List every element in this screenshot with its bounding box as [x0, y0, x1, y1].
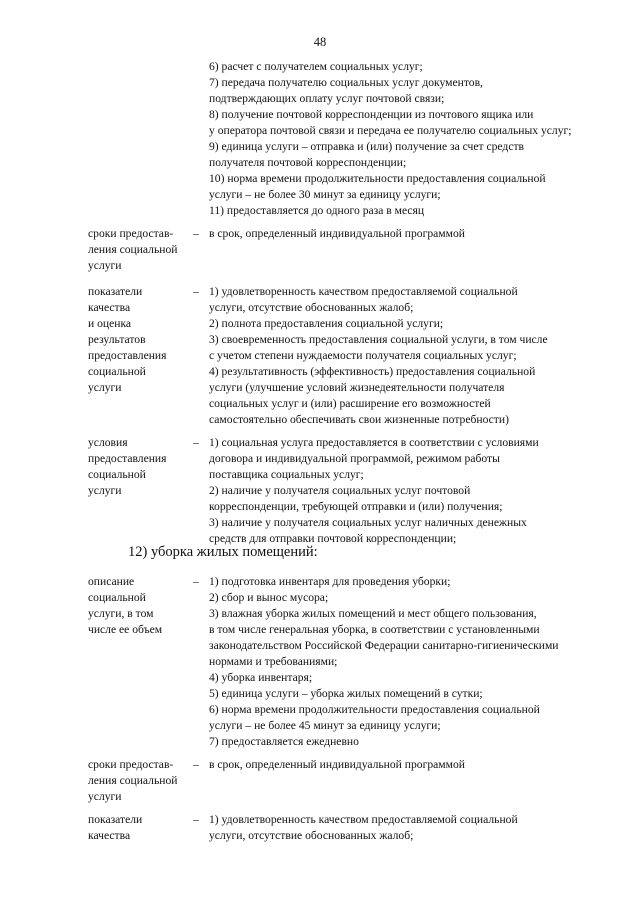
row-label-line: показатели — [88, 813, 143, 826]
row-label-line: социальной — [88, 365, 146, 378]
row-label-line: услуги, в том — [88, 607, 154, 620]
row-text-line: 2) наличие у получателя социальных услуг почтовой — [209, 484, 471, 497]
row-label-line: услуги — [88, 381, 122, 394]
row-text-line: социальных услуг и (или) расширение его возможностей — [209, 397, 491, 410]
row-dash: – — [193, 227, 199, 240]
row-text-line: 5) единица услуги – уборка жилых помещений в сутки; — [209, 687, 483, 700]
top-line-6: 9) единица услуги – отправка и (или) получение за счет средств — [209, 140, 525, 153]
row-label-line: ления социальной — [88, 243, 178, 256]
row-label-line: сроки предостав- — [88, 227, 174, 240]
row-text-line: 1) удовлетворенность качеством предоставляемой социальной — [209, 285, 518, 298]
row-text-line: средств для отправки почтовой корреспонденции; — [209, 532, 457, 545]
row-label-line: услуги — [88, 259, 122, 272]
row-dash: – — [193, 813, 199, 826]
row-label-line: качества — [88, 301, 131, 314]
row-text-line: 4) уборка инвентаря; — [209, 671, 313, 684]
row-text-line: в срок, определенный индивидуальной программой — [209, 227, 465, 240]
page-number: 48 — [313, 35, 327, 49]
row-text-line: в срок, определенный индивидуальной программой — [209, 758, 465, 771]
row-text-line: 3) своевременность предоставления социальной услуги, в том числе — [209, 333, 548, 346]
row-label-line: результатов — [88, 333, 146, 346]
row-text-line: нормами и требованиями; — [209, 655, 338, 668]
top-line-2: 7) передача получателю социальных услуг документов, — [209, 76, 483, 89]
row-text-line: 6) норма времени продолжительности предоставления социальной — [209, 703, 540, 716]
row-label-line: показатели — [88, 285, 143, 298]
row-text-line: законодательством Российской Федерации санитарно-гигиеническими — [209, 639, 559, 652]
row-text-line: услуги, отсутствие обоснованных жалоб; — [209, 829, 414, 842]
row-text-line: в том числе генеральная уборка, в соответствии с установленными — [209, 623, 540, 636]
row-label-line: социальной — [88, 591, 146, 604]
row-label-line: качества — [88, 829, 131, 842]
row-label-line: числе ее объем — [88, 623, 163, 636]
row-text-line: услуги (улучшение условий жизнедеятельности получателя — [209, 381, 505, 394]
row-text-line: 2) полнота предоставления социальной услуги; — [209, 317, 444, 330]
row-text-line: корреспонденции, требующей отправки и (или) получения; — [209, 500, 503, 513]
row-label-line: предоставления — [88, 349, 167, 362]
row-text-line: услуги, отсутствие обоснованных жалоб; — [209, 301, 414, 314]
row-label-line: услуги — [88, 484, 122, 497]
row-text-line: 1) социальная услуга предоставляется в соответствии с условиями — [209, 436, 539, 449]
row-text-line: поставщика социальных услуг; — [209, 468, 364, 481]
row-text-line: 1) подготовка инвентаря для проведения уборки; — [209, 575, 451, 588]
row-dash: – — [193, 758, 199, 771]
row-text-line: 3) влажная уборка жилых помещений и мест общего пользования, — [209, 607, 537, 620]
top-line-7: получателя почтовой корреспонденции; — [209, 156, 407, 169]
top-line-8: 10) норма времени продолжительности предоставления социальной — [209, 172, 546, 185]
row-dash: – — [193, 285, 199, 298]
row-label-line: и оценка — [88, 317, 132, 330]
row-text-line: 7) предоставляется ежедневно — [209, 735, 359, 748]
row-text-line: договора и индивидуальной программой, режимом работы — [209, 452, 500, 465]
row-text-line: 2) сбор и вынос мусора; — [209, 591, 329, 604]
top-line-9: услуги – не более 30 минут за единицу услуги; — [209, 188, 441, 201]
top-line-3: подтверждающих оплату услуг почтовой связи; — [209, 92, 445, 105]
row-label-line: описание — [88, 575, 135, 588]
top-line-5: у оператора почтовой связи и передача ее получателю социальных услуг; — [209, 124, 572, 137]
row-dash: – — [193, 575, 199, 588]
section-heading: 12) уборка жилых помещений: — [128, 544, 318, 560]
row-text-line: 3) наличие у получателя социальных услуг наличных денежных — [209, 516, 527, 529]
top-line-1: 6) расчет с получателем социальных услуг; — [209, 60, 423, 73]
row-text-line: услуги – не более 45 минут за единицу услуги; — [209, 719, 441, 732]
row-dash: – — [193, 436, 199, 449]
row-label-line: условия — [88, 436, 128, 449]
row-label-line: услуги — [88, 790, 122, 803]
top-line-10: 11) предоставляется до одного раза в месяц — [209, 204, 425, 217]
row-label-line: предоставления — [88, 452, 167, 465]
top-line-4: 8) получение почтовой корреспонденции из почтового ящика или — [209, 108, 534, 121]
row-label-line: сроки предостав- — [88, 758, 174, 771]
row-text-line: 1) удовлетворенность качеством предоставляемой социальной — [209, 813, 518, 826]
row-text-line: с учетом степени нуждаемости получателя социальных услуг; — [209, 349, 517, 362]
row-label-line: социальной — [88, 468, 146, 481]
row-text-line: самостоятельно обеспечивать свои жизненные потребности) — [209, 413, 509, 426]
row-label-line: ления социальной — [88, 774, 178, 787]
row-text-line: 4) результативность (эффективность) предоставления социальной — [209, 365, 536, 378]
